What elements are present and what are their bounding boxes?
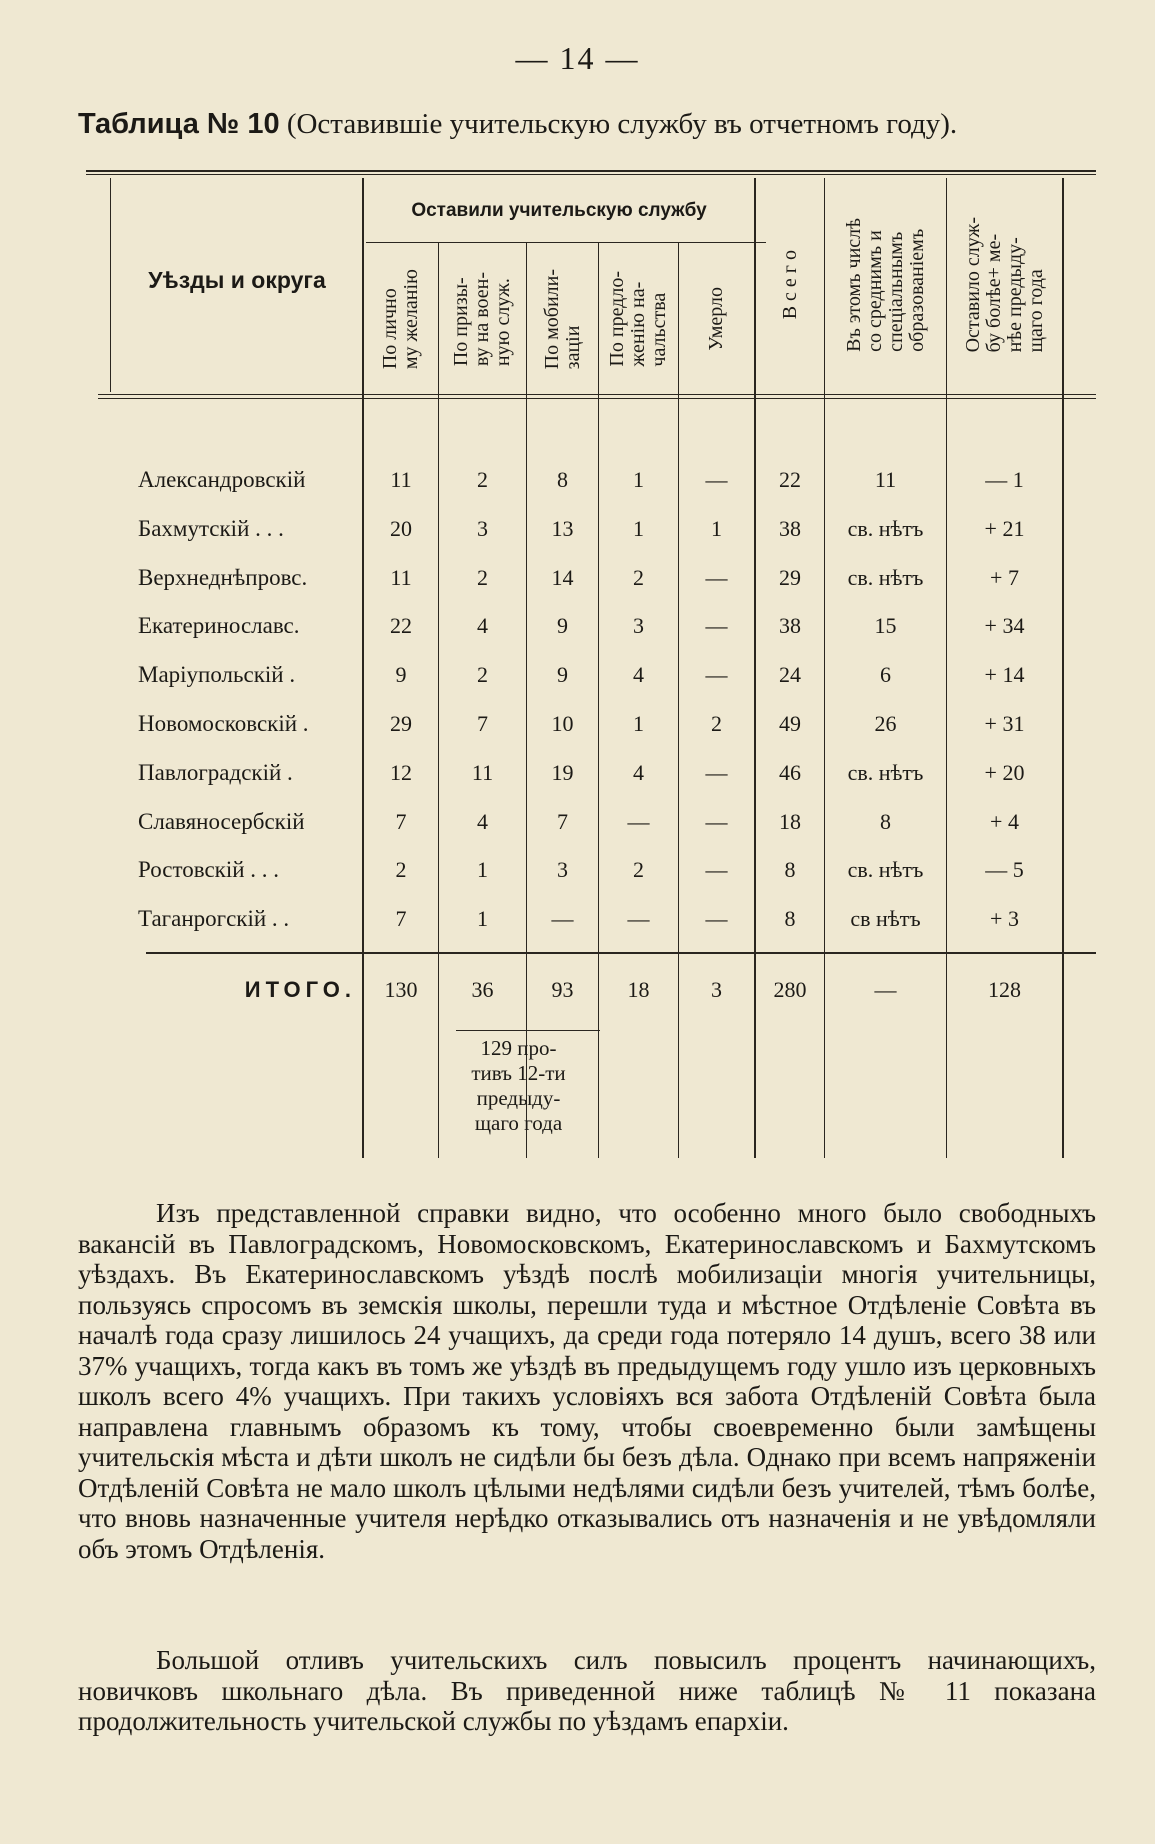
cell-military-call: 1: [477, 857, 488, 883]
cell-by-authority: 1: [633, 515, 644, 541]
cell-by-authority: 1: [633, 467, 644, 492]
totals-label: ИТОГО.: [244, 977, 356, 1002]
cell-own-will: 7: [395, 906, 407, 932]
cell-died: —: [705, 564, 728, 590]
header-left-service: Оставили учительскую службу: [411, 200, 707, 221]
cell-mobilization: 9: [557, 662, 568, 688]
totals-own-will: 130: [384, 977, 418, 1002]
cell-own-will: 22: [390, 613, 412, 639]
table-top-rule-thin: [86, 174, 1096, 175]
page-number: — 14 —: [515, 40, 640, 76]
row-district-name: Павлоградскій .: [138, 759, 293, 785]
cell-died: —: [705, 808, 728, 834]
cell-died: —: [705, 906, 728, 932]
cell-total: 46: [779, 759, 801, 785]
row-district-name: Екатеринославс.: [138, 613, 300, 639]
row-district-name: Александровскій: [138, 467, 306, 492]
header-own-will: По лично му желанію: [379, 268, 422, 370]
cell-own-will: 2: [395, 857, 407, 883]
cell-military-call: 4: [477, 808, 488, 834]
table-caption: [78, 108, 1098, 141]
cell-difference: + 7: [990, 564, 1019, 590]
cell-military-call: 2: [477, 564, 488, 590]
cell-total: 8: [784, 906, 796, 932]
cell-own-will: 11: [390, 564, 412, 590]
row-district-name: Славяносербскій: [138, 808, 305, 834]
cell-by-authority: —: [627, 808, 650, 834]
totals-military-call: 36: [471, 977, 494, 1002]
cell-mobilization: 19: [551, 759, 574, 785]
cell-special-education: 6: [880, 662, 891, 688]
totals-special-education: —: [874, 977, 897, 1002]
totals-difference: 128: [988, 977, 1021, 1002]
cell-died: —: [705, 613, 728, 639]
cell-died: —: [705, 467, 728, 492]
cell-special-education: 15: [874, 613, 897, 639]
totals-mobilization: 93: [551, 977, 574, 1002]
row-district-name: Ростовскій . . .: [138, 857, 280, 883]
vrule-0: [110, 178, 111, 392]
paragraph-2: Большой отливъ учительскихъ силъ повысилъ процентъ начинающихъ, новичковъ школьнаго дѣла. Въ приведенной ниже таблицѣ № 11 показана продолжительность учительской службы по уѣздамъ епархіи.: [78, 1645, 1096, 1736]
header-district: Уѣзды и округа: [148, 266, 326, 293]
cell-mobilization: 9: [557, 613, 568, 639]
cell-own-will: 7: [395, 808, 407, 834]
cell-special-education: св. нѣтъ: [847, 515, 924, 541]
cell-total: 38: [779, 515, 801, 541]
cell-own-will: 12: [390, 759, 412, 785]
cell-died: —: [705, 662, 728, 688]
cell-difference: + 20: [984, 759, 1025, 785]
cell-difference: — 1: [985, 467, 1024, 492]
cell-military-call: 2: [477, 662, 488, 688]
cell-difference: + 34: [984, 613, 1025, 639]
header-difference: Оставило служ- бу болѣе+ ме- нѣе предыду- щаго года: [961, 217, 1047, 353]
cell-own-will: 20: [390, 515, 412, 541]
cell-total: 22: [779, 467, 801, 492]
cell-military-call: 3: [477, 515, 488, 541]
cell-died: 1: [711, 515, 722, 541]
row-district-name: Новомосковскій .: [138, 711, 309, 736]
cell-mobilization: 13: [551, 515, 574, 541]
cell-mobilization: 10: [551, 711, 574, 736]
cell-special-education: св. нѣтъ: [847, 759, 924, 785]
cell-total: 18: [779, 808, 801, 834]
row-district-name: Бахмутскій . . .: [138, 515, 284, 541]
cell-military-call: 7: [477, 711, 488, 736]
row-district-name: Маріупольскій .: [138, 662, 296, 688]
cell-difference: + 31: [984, 711, 1025, 736]
cell-own-will: 29: [390, 711, 412, 736]
cell-by-authority: 4: [633, 662, 644, 688]
cell-difference: — 5: [985, 857, 1024, 883]
cell-died: 2: [711, 711, 722, 736]
cell-military-call: 1: [477, 906, 488, 932]
paragraph-1: Изъ представленной справки видно, что особенно много было свободныхъ вакансій въ Павлоградскомъ, Новомосковскомъ, Екатеринославскомъ и Бахмутскомъ уѣздахъ. Въ Екатеринославскомъ уѣздѣ послѣ мобилизаціи многія учительницы, пользуясь спросомъ въ земскія школы, перешли туда и мѣстное Отдѣленіе Совѣта въ началѣ года сразу лишилось 24 учащихъ, да среди года потеряло 14 душъ, всего 38 или 37% учащихъ, тогда какъ въ томъ же уѣздѣ въ предыдущемъ году ушло изъ церковныхъ школъ всего 4% учащихъ. При такихъ условіяхъ вся забота Отдѣленій Совѣта была направлена главнымъ образомъ къ тому, чтобы своевременно были замѣщены учительскія мѣста и дѣти школъ не сидѣли бы безъ дѣла. Однако при всемъ напряженіи Отдѣленій Совѣта не мало школъ цѣлыми недѣлями сидѣли безъ учителей, тѣмъ болѣе, что вновь назначенные учителя нерѣдко отказывались отъ назначенія и не увѣдомляли объ этомъ Отдѣленія.: [78, 1198, 1096, 1564]
totals-by-authority: 18: [627, 977, 650, 1002]
vrule-9: [1062, 178, 1064, 1158]
cell-by-authority: 4: [633, 759, 644, 785]
header-mobilization: По мобили- заціи: [540, 268, 584, 370]
cell-by-authority: —: [627, 906, 650, 932]
cell-difference: + 4: [990, 808, 1019, 834]
totals-rule: [146, 952, 1096, 954]
cell-total: 38: [779, 613, 801, 639]
cell-military-call: 11: [471, 759, 494, 785]
header-total: В с е г о: [778, 250, 801, 320]
cell-difference: + 21: [984, 515, 1025, 541]
totals-total: 280: [773, 977, 807, 1002]
cell-difference: + 14: [984, 662, 1025, 688]
row-district-name: Верхнеднѣпровс.: [138, 564, 308, 590]
cell-military-call: 4: [477, 613, 488, 639]
cell-special-education: св нѣтъ: [850, 906, 921, 932]
cell-total: 8: [784, 857, 796, 883]
cell-total: 49: [779, 711, 801, 736]
header-died: Умерло: [705, 287, 727, 351]
table-label: Таблица № 10: [78, 108, 280, 140]
cell-by-authority: 2: [633, 564, 644, 590]
cell-own-will: 9: [395, 662, 407, 688]
cell-special-education: 26: [874, 711, 897, 736]
cell-special-education: 8: [880, 808, 891, 834]
cell-special-education: 11: [874, 467, 897, 492]
table-10: [86, 170, 1096, 1160]
table-top-rule: [86, 170, 1096, 172]
row-district-name: Таганрогскій . .: [138, 906, 290, 932]
cell-died: —: [705, 857, 728, 883]
cell-total: 29: [779, 564, 801, 590]
totals-comparison-note: 129 про- тивъ 12-ти предыду- щаго года: [471, 1036, 566, 1135]
cell-by-authority: 2: [633, 857, 644, 883]
header-military-call: По призы- ву на воен- ную служ.: [450, 271, 514, 367]
table-title: (Оставившіе учительскую службу въ отчетномъ году).: [286, 108, 958, 140]
header-by-authority: По предло- женію на- чальства: [606, 271, 670, 367]
note-bracket-rule: [456, 1030, 600, 1031]
totals-died: 3: [711, 977, 722, 1002]
cell-special-education: св. нѣтъ: [847, 564, 924, 590]
header-special-education: Въ этомъ числѣ со среднимъ и спеціальнымъ образованіемъ: [842, 218, 928, 352]
cell-military-call: 2: [477, 467, 488, 492]
cell-by-authority: 3: [633, 613, 644, 639]
cell-mobilization: 8: [557, 467, 568, 492]
cell-total: 24: [779, 662, 801, 688]
cell-mobilization: —: [551, 906, 574, 932]
cell-own-will: 11: [390, 467, 412, 492]
cell-died: —: [705, 759, 728, 785]
cell-difference: + 3: [990, 906, 1019, 932]
cell-mobilization: 7: [557, 808, 568, 834]
group-header-rule: [366, 242, 766, 243]
cell-by-authority: 1: [633, 711, 644, 736]
cell-special-education: св. нѣтъ: [847, 857, 924, 883]
cell-mobilization: 3: [557, 857, 568, 883]
cell-mobilization: 14: [551, 564, 574, 590]
